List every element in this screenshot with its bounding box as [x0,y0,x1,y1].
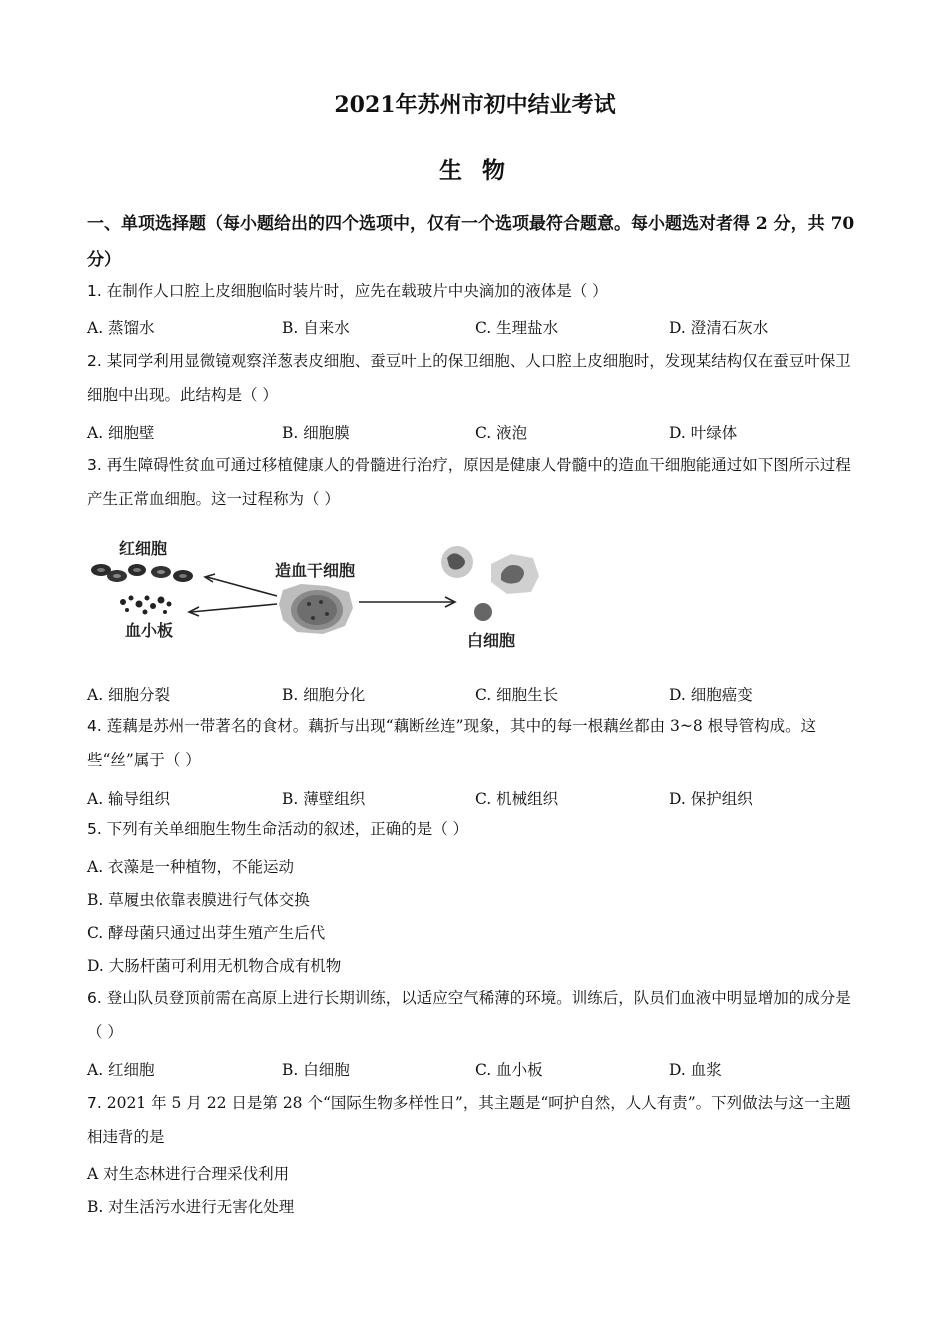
question-7 [87,1086,865,1154]
red-cell-label: 红细胞 [119,539,168,558]
option-d: D. 细胞癌变 [669,686,753,704]
question-text: 2021 年 5 月 22 日是第 28 个“国际生物多样性日”，其主题是“呵护自然，人人有责”。下列做法与这一主题相违背的是 [87,1094,851,1146]
question-2-options [87,421,867,445]
question-2 [87,344,865,412]
question-5-option-b: B. 草履虫依靠表膜进行气体交换 [87,891,310,909]
option-a: A. 蒸馏水 [87,319,155,337]
platelet-image [120,596,172,615]
question-6-options [87,1058,867,1082]
option-c: C. 生理盐水 [475,319,559,337]
option-b: B. 细胞膜 [282,424,350,442]
option-b: B. 细胞分化 [282,686,366,704]
question-number: 1. [87,282,102,300]
exam-title: 2021年苏州市初中结业考试 [334,92,616,118]
question-text: 登山队员登顶前需在高原上进行长期训练，以适应空气稀薄的环境。训练后，队员们血液中明显增加的成分是（ ） [87,989,851,1041]
arrow-to-red-cells [205,574,277,596]
option-d: D. 保护组织 [669,790,753,808]
subject-title: 生 物 [438,157,511,184]
section-heading: 一、单项选择题（每小题给出的四个选项中，仅有一个选项最符合题意。每小题选对者得 2 分，共 70 分） [87,214,855,270]
question-text: 在制作人口腔上皮细胞临时装片时，应先在载玻片中央滴加的液体是（ ） [101,282,608,300]
stem-cell-label: 造血干细胞 [275,561,356,580]
arrow-to-platelets [189,604,277,616]
question-5-option-d: D. 大肠杆菌可利用无机物合成有机物 [87,957,342,975]
question-text: 某同学利用显微镜观察洋葱表皮细胞、蚕豆叶上的保卫细胞、人口腔上皮细胞时，发现某结构仅在蚕豆叶保卫细胞中出现。此结构是（ ） [87,352,851,404]
question-text: 下列有关单细胞生物生命活动的叙述，正确的是（ ） [101,820,469,838]
red-cell-image [91,564,193,582]
question-number: 5. [87,820,102,838]
question-number: 7. [87,1094,102,1112]
question-4-options [87,787,867,811]
question-7-option-a: A 对生态林进行合理采伐利用 [87,1165,290,1183]
option-d: D. 澄清石灰水 [669,319,769,337]
platelet-label: 血小板 [125,621,174,640]
option-c: C. 血小板 [475,1061,543,1079]
option-d: D. 叶绿体 [669,424,738,442]
question-5-option-c: C. 酵母菌只通过出芽生殖产生后代 [87,924,326,942]
question-text: 再生障碍性贫血可通过移植健康人的骨髓进行治疗，原因是健康人骨髓中的造血干细胞能通过如下图所示过程产生正常血细胞。这一过程称为（ ） [87,456,851,508]
option-c: C. 机械组织 [475,790,559,808]
white-cell-image [441,546,539,621]
option-a: A. 输导组织 [87,790,171,808]
white-cell-label: 白细胞 [467,631,516,650]
question-1 [87,274,865,308]
option-c: C. 液泡 [475,424,528,442]
question-text: 莲藕是苏州一带著名的食材。藕折与出现“藕断丝连”现象，其中的每一根藕丝都由 3~8 根导管构成。这些“丝”属于（ ） [87,717,817,769]
stem-cell-image [279,584,353,634]
option-b: B. 白细胞 [282,1061,350,1079]
option-b: B. 自来水 [282,319,350,337]
question-number: 4. [87,717,102,735]
question-5-option-a: A. 衣藻是一种植物，不能运动 [87,858,295,876]
blood-cell-diagram [87,532,547,662]
option-d: D. 血浆 [669,1061,722,1079]
option-c: C. 细胞生长 [475,686,559,704]
option-a: A. 红细胞 [87,1061,155,1079]
question-number: 6. [87,989,102,1007]
question-1-options [87,316,867,340]
arrow-to-white-cells [359,597,455,607]
question-4 [87,709,865,777]
option-a: A. 细胞分裂 [87,686,171,704]
option-a: A. 细胞壁 [87,424,155,442]
question-number: 2. [87,352,102,370]
question-3 [87,448,865,516]
option-b: B. 薄壁组织 [282,790,366,808]
question-5 [87,812,865,846]
question-7-option-b: B. 对生活污水进行无害化处理 [87,1198,295,1216]
question-3-options [87,683,867,707]
question-6 [87,981,865,1049]
question-number: 3. [87,456,102,474]
